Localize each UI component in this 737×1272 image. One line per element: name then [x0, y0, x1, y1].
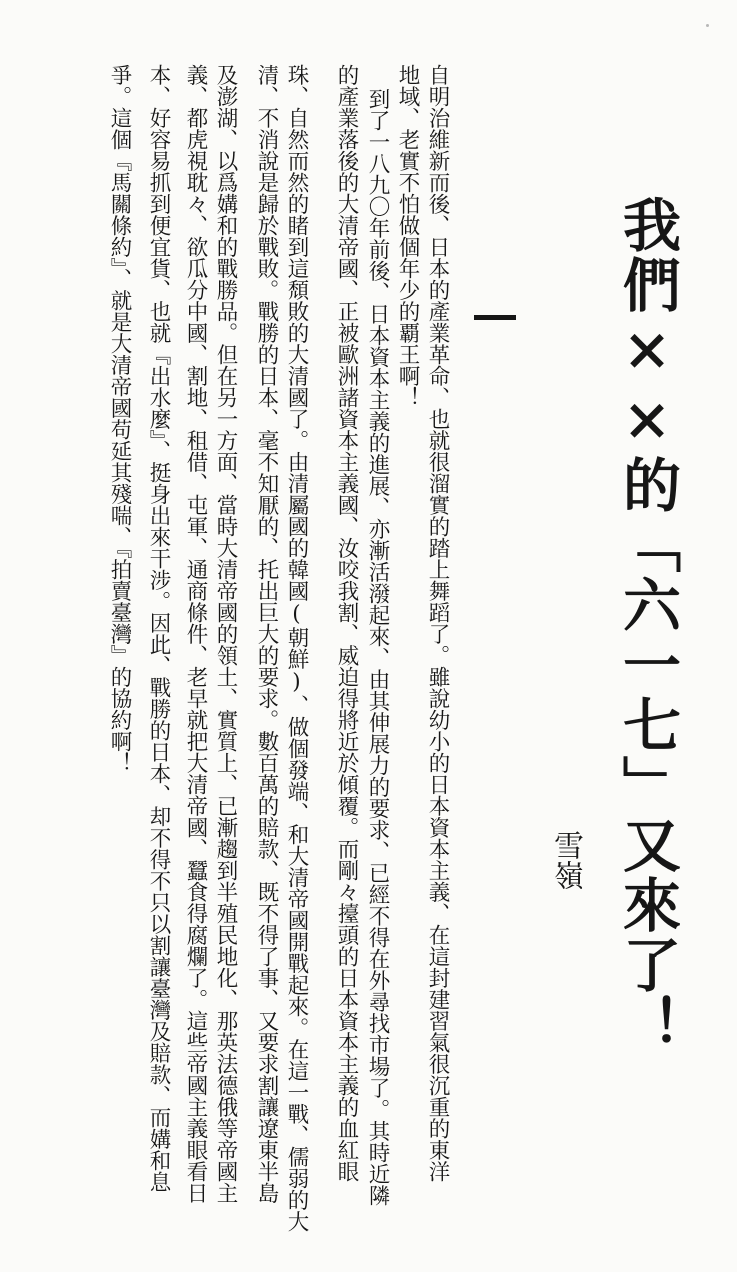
- body-column-3: 到了一八九〇年前後、日本資本主義的進展、亦漸活潑起來、由其伸展力的要求、已經不得在外尋找市場了。其時近隣: [365, 88, 390, 1206]
- scan-speck: [706, 24, 709, 27]
- body-column-10: 爭。這個『馬關條約』、就是大清帝國苟延其殘喘、『拍賣臺灣』的協約啊！: [107, 64, 132, 774]
- body-column-4: 的產業落後的大清帝國、正被歐洲諸資本主義國、汝咬我割、威迫得將近於傾覆。而剛々擡頭的日本資本主義的血紅眼: [334, 64, 359, 1182]
- section-number: [474, 315, 516, 320]
- author-name-text: 雪嶺: [548, 830, 583, 890]
- body-column-7: 及澎湖、以爲媾和的戰勝品。但在另一方面、當時大清帝國的領土、實質上、已漸趨到半殖民地化、那英法德俄等帝國主: [213, 64, 238, 1204]
- article-title: 我們××的「六一七」又來了！: [613, 195, 681, 1055]
- body-column-8: 義、都虎視耽々、欲瓜分中國、割地、租借、屯軍、通商條件、老早就把大清帝國、蠶食得腐爛了。這些帝國主義眼看日: [183, 64, 208, 1204]
- author-name: [548, 830, 582, 890]
- body-column-2: 地域、老實不怕做個年少的覇王啊！: [395, 64, 420, 408]
- body-column-6: 清、不消說是歸於戰敗。戰勝的日本、毫不知厭的、托出巨大的要求。數百萬的賠款、既不得了事、又要求割讓遼東半島: [254, 64, 279, 1204]
- body-column-5: 珠、自然而然的睹到這頹敗的大清國了。由清屬國的韓國(朝鮮)、做個發端、和大清帝國開戰起來。在這一戰、儒弱的大: [284, 64, 309, 1232]
- body-column-1: 自明治維新而後、日本的產業革命、也就很溜實的踏上舞蹈了。雖說幼小的日本資本主義、在這封建習氣很沉重的東洋: [425, 64, 450, 1182]
- body-column-9: 本、好容易抓到便宜貨、也就『出水麼』、挺身出來干涉。因此、戰勝的日本、却不得不只以割讓臺灣及賠款、而媾和息: [146, 64, 171, 1193]
